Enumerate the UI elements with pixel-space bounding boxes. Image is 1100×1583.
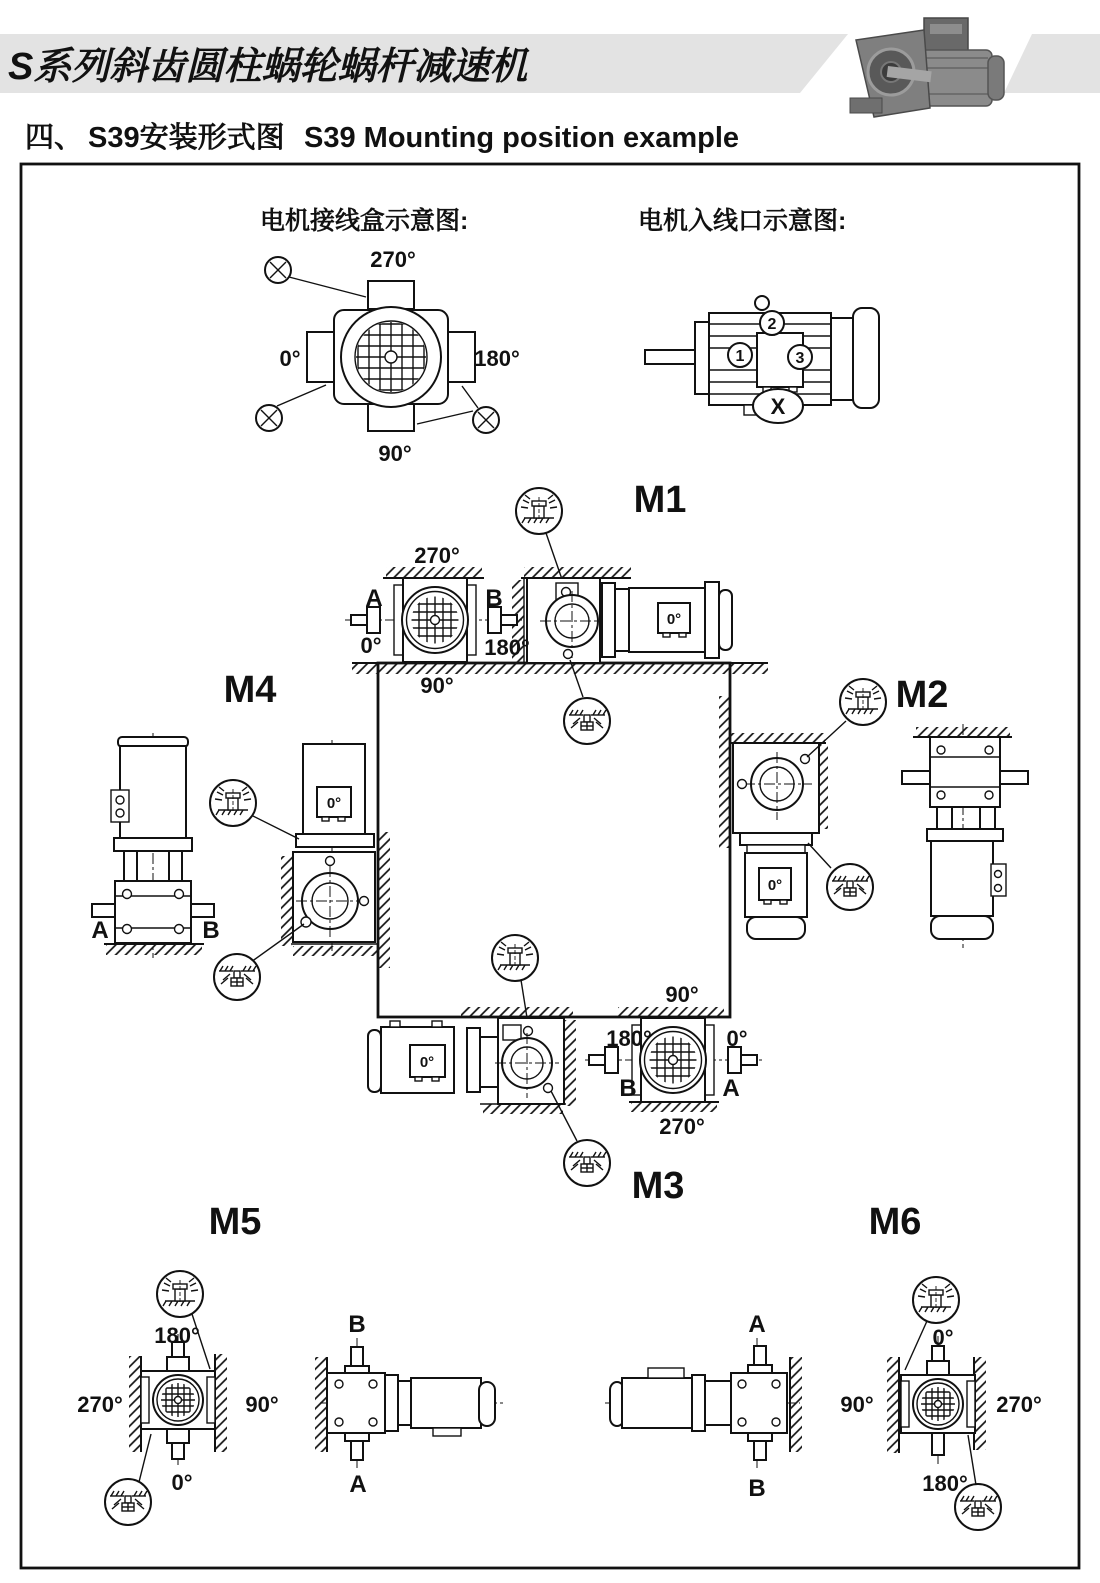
vent-plug-icon (492, 935, 538, 981)
inlet-n2: 2 (767, 316, 777, 333)
m4-shaft-b: B (202, 917, 220, 944)
m3-shaft-a: A (722, 1075, 740, 1102)
m5-angle-left: 270° (77, 1392, 123, 1417)
vent-plug-icon (516, 488, 562, 534)
m3-angle-left: 180° (606, 1026, 652, 1051)
m1-motor-box-label: 0° (666, 611, 682, 628)
gearbox-front-view (901, 1375, 975, 1433)
mount-m2 (719, 674, 1028, 948)
m3-angle-right: 0° (726, 1026, 748, 1051)
mount-m4 (91, 669, 390, 1000)
header-banner (0, 18, 1100, 117)
terminal-box-title: 电机接线盒示意图: (260, 207, 469, 235)
m6-angle-left: 90° (840, 1392, 874, 1417)
m6-angle-bottom: 180° (922, 1471, 968, 1496)
m1-label: M1 (633, 479, 687, 521)
drain-plug-icon (564, 1140, 610, 1186)
m3-shaft-b: B (619, 1075, 637, 1102)
m3-angle-top: 90° (665, 982, 699, 1007)
motor-side-view (622, 1378, 692, 1428)
x-mark-icon (265, 257, 291, 283)
drain-plug-icon (827, 864, 873, 910)
m1-angle-top: 270° (414, 543, 460, 568)
motor-shaft (645, 350, 695, 364)
m5-label: M5 (208, 1201, 262, 1243)
header-band-right (1004, 34, 1100, 93)
inlet-n3: 3 (795, 350, 805, 367)
section-heading (25, 121, 739, 154)
m3-motor-box-label: 0° (419, 1054, 435, 1071)
terminal-box-legend (256, 206, 520, 466)
x-mark-icon (473, 407, 499, 433)
central-mounting-block (378, 663, 730, 1017)
motor-rear-view (931, 841, 993, 916)
tb-angle-right: 180° (474, 346, 520, 371)
drain-plug-icon (564, 698, 610, 744)
m3-label: M3 (631, 1165, 685, 1207)
m5-angle-top: 180° (154, 1323, 200, 1348)
tb-angle-bottom: 90° (378, 441, 412, 466)
mount-m6 (605, 1201, 1042, 1530)
vent-plug-icon (210, 780, 256, 826)
m2-label: M2 (895, 674, 949, 716)
vent-plug-icon (157, 1271, 203, 1317)
section-title-zh: S39安装形式图 (88, 122, 285, 154)
drain-plug-icon (105, 1479, 151, 1525)
inlet-n1: 1 (735, 348, 745, 365)
m1-shaft-a: A (365, 585, 383, 612)
m4-motor-box-label: 0° (326, 795, 342, 812)
m5-angle-bottom: 0° (171, 1470, 193, 1495)
m1-angle-right: 180° (484, 635, 530, 660)
tb-angle-left: 0° (279, 346, 301, 371)
section-number: 四、 (25, 122, 84, 154)
inlet-x: X (770, 394, 786, 419)
m5-shaft-a: A (349, 1471, 367, 1498)
vent-plug-icon (840, 679, 886, 725)
gearmotor-photo (850, 18, 1004, 117)
section-title-en: S39 Mounting position example (304, 122, 740, 154)
m1-shaft-b: B (485, 585, 503, 612)
m5-shaft-b: B (348, 1311, 366, 1338)
drain-plug-icon (214, 954, 260, 1000)
inlet-title: 电机入线口示意图: (638, 207, 847, 235)
vent-plug-icon (913, 1277, 959, 1323)
m3-angle-bottom: 270° (659, 1114, 705, 1139)
mount-m5 (77, 1201, 503, 1525)
m1-angle-bottom: 90° (420, 673, 454, 698)
tb-angle-top: 270° (370, 247, 416, 272)
motor-top-view (120, 746, 186, 838)
m6-label: M6 (868, 1201, 922, 1243)
m4-label: M4 (223, 669, 277, 711)
motor-side-view (411, 1378, 481, 1428)
m6-shaft-a: A (748, 1311, 766, 1338)
mount-m1 (345, 479, 768, 744)
m4-shaft-a: A (91, 917, 109, 944)
terminal-box-180 (447, 332, 475, 382)
m6-shaft-b: B (748, 1475, 766, 1502)
inlet-legend (638, 206, 879, 423)
x-mark-icon (256, 405, 282, 431)
lifting-eye-icon (755, 296, 769, 310)
m6-angle-right: 270° (996, 1392, 1042, 1417)
mount-m3 (368, 935, 762, 1207)
m2-motor-box-label: 0° (767, 877, 783, 894)
gearbox-front-view (394, 578, 476, 662)
terminal-box-270 (368, 281, 414, 309)
m5-angle-right: 90° (245, 1392, 279, 1417)
m6-angle-top: 0° (932, 1325, 954, 1350)
m1-angle-left: 0° (360, 633, 382, 658)
doc-title: S系列斜齿圆柱蜗轮蜗杆减速机 (8, 46, 528, 88)
terminal-box-0 (307, 332, 335, 382)
gearbox-front-view (141, 1371, 215, 1429)
